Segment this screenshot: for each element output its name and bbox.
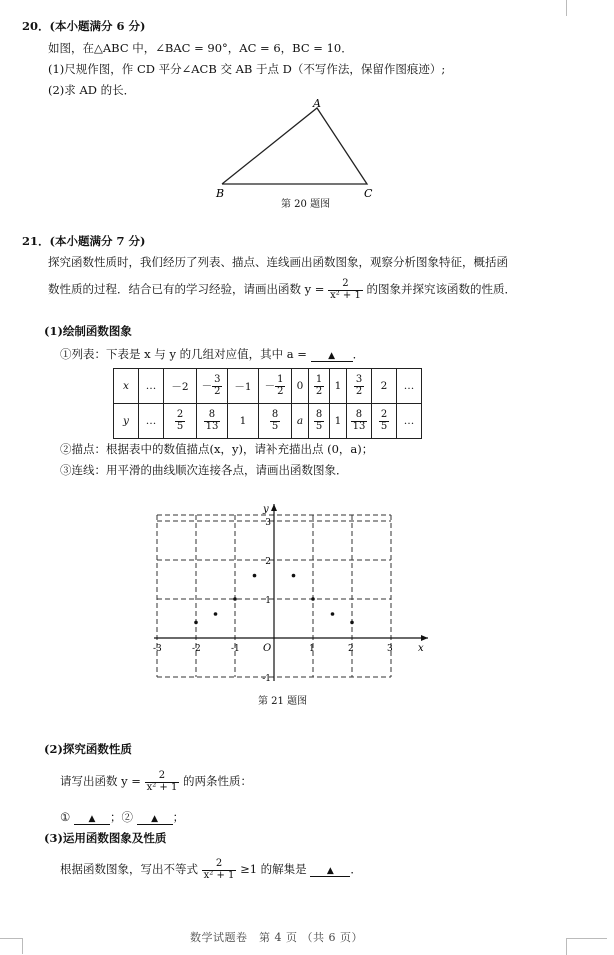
- sec3-prompt-pre: 根据函数图象，写出不等式: [60, 862, 198, 876]
- table-cell-x-5: － $\frac{1}{2}$: [259, 369, 292, 404]
- fraction-numerator: 2: [328, 279, 363, 291]
- table-cell-y-4: 1: [228, 404, 259, 439]
- y-axis-arrow: [271, 504, 277, 511]
- sec2-prompt-post: 的两条性质：: [183, 774, 253, 788]
- table-cell-x-2: －2: [164, 369, 197, 404]
- q20-figure-caption: 第 20 题图: [281, 199, 331, 210]
- q21-points: (本小题满分 7 分): [49, 234, 146, 248]
- q20-header: [22, 18, 145, 34]
- plotted-point: [292, 574, 296, 578]
- table-label-x: x: [114, 369, 139, 404]
- function-fraction: [328, 279, 363, 301]
- sec3-title: (3)运用函数图象及性质: [44, 831, 167, 845]
- q21-figure-caption: 第 21 题图: [258, 696, 308, 707]
- plotted-point: [214, 612, 218, 616]
- plotted-point: [233, 597, 237, 601]
- blank-mark: ▲: [328, 351, 336, 361]
- q21-intro2-pre: 数性质的过程．结合已有的学习经验，请画出函数 y =: [48, 282, 325, 296]
- plotted-point: [253, 574, 257, 578]
- sec1-title: (1)绘制函数图象: [44, 324, 132, 338]
- q21-intro-line2: [48, 279, 516, 301]
- q21-intro-line1: 探究函数性质时，我们经历了列表、描点、连线画出函数图象，观察分析图象特征，概括函: [48, 255, 508, 269]
- table-cell-x-11: …: [397, 369, 422, 404]
- table-cell-x-8: 1: [330, 369, 347, 404]
- table-cell-y-5: $\frac{8}{5}$: [259, 404, 292, 439]
- sec1-step2: ②描点：根据表中的数值描点(x，y)，请补充描出点 (0，a)；: [60, 442, 374, 456]
- sec2-numerator: 2: [145, 771, 180, 783]
- x-axis-arrow: [421, 635, 428, 641]
- table-cell-x-3: － $\frac{3}{2}$: [197, 369, 228, 404]
- y-tick-label: 3: [265, 518, 271, 528]
- answer-blank-1: [74, 814, 110, 825]
- table-cell-x-10: 2: [372, 369, 397, 404]
- table-cell-x-7: $\frac{1}{2}$: [309, 369, 330, 404]
- y-tick-label: 2: [265, 557, 271, 567]
- table-cell-y-6: a: [292, 404, 309, 439]
- vertex-label-a: A: [313, 98, 321, 110]
- x-axis-label: x: [418, 643, 424, 654]
- table-cell-x-9: $\frac{3}{2}$: [347, 369, 372, 404]
- blank-mark-1: ▲: [88, 814, 96, 824]
- table-row-x: [114, 369, 422, 404]
- fraction-denominator: x² + 1: [330, 289, 361, 301]
- table-cell-y-7: $\frac{8}{5}$: [309, 404, 330, 439]
- table-label-y: y: [114, 404, 139, 439]
- sec2-title: (2)探究函数性质: [44, 742, 132, 756]
- sec1-step3: ③连线：用平滑的曲线顺次连接各点，请画出函数图象．: [60, 463, 348, 477]
- table-cell-x-6: 0: [292, 369, 309, 404]
- sec3-function-fraction: [202, 859, 237, 881]
- q20-triangle-figure: [200, 98, 400, 198]
- x-tick-label: -3: [153, 644, 162, 654]
- sec3-denominator: x² + 1: [203, 869, 235, 881]
- value-table: [113, 368, 422, 439]
- sec2-prompt-pre: 请写出函数 y =: [60, 774, 141, 788]
- table-cell-x-4: －1: [228, 369, 259, 404]
- x-tick-label: 2: [348, 644, 354, 654]
- crop-mark-bottom-left: [0, 938, 22, 953]
- sec2-prompt: [60, 771, 252, 793]
- answer-label-1: ①: [60, 810, 71, 824]
- x-tick-label: -2: [192, 644, 201, 654]
- crop-mark-bottom-right: [566, 938, 607, 955]
- sec3-prompt-mid: ≥1 的解集是: [240, 862, 307, 876]
- plotted-point: [350, 621, 354, 625]
- q21-intro2-post: 的图象并探究该函数的性质．: [366, 282, 517, 296]
- q21-coordinate-grid: [150, 498, 440, 696]
- table-cell-y-8: 1: [330, 404, 347, 439]
- q20-number: 20．: [22, 19, 50, 33]
- q21-header: [22, 233, 145, 249]
- sec2-denominator: x² + 1: [146, 781, 178, 793]
- y-tick-label: 1: [265, 596, 271, 606]
- y-tick-label: -1: [262, 674, 271, 684]
- y-axis-label: y: [263, 504, 269, 515]
- sec3-numerator: 2: [202, 859, 237, 871]
- q20-part2: (2)求 AD 的长．: [48, 83, 136, 97]
- table-cell-y-2: $\frac{2}{5}$: [164, 404, 197, 439]
- step1-end: ．: [352, 347, 365, 361]
- table-cell-y-1: …: [139, 404, 164, 439]
- x-tick-label: 1: [309, 644, 315, 654]
- answer-end: ；: [172, 810, 185, 824]
- blank-mark-2: ▲: [151, 814, 159, 824]
- answer-label-2: ；②: [109, 810, 133, 824]
- q21-number: 21．: [22, 234, 50, 248]
- triangle-abc: [222, 108, 367, 184]
- plotted-point: [311, 597, 315, 601]
- step1-text: ①列表：下表是 x 与 y 的几组对应值，其中 a =: [60, 347, 307, 361]
- plotted-point: [331, 612, 335, 616]
- answer-blank-a: [311, 351, 353, 362]
- table-cell-y-3: $\frac{8}{13}$: [197, 404, 228, 439]
- answer-blank-3: [310, 866, 350, 877]
- blank-mark-3: ▲: [326, 866, 334, 876]
- crop-mark-bottom-left-v: [22, 938, 37, 954]
- table-cell-y-10: $\frac{2}{5}$: [372, 404, 397, 439]
- crop-mark-top-right: [566, 0, 581, 16]
- table-cell-y-9: $\frac{8}{13}$: [347, 404, 372, 439]
- page-footer: 数学试题卷 第 4 页 （共 6 页）: [190, 931, 363, 944]
- sec1-step1: [60, 346, 364, 362]
- answer-blank-2: [137, 814, 173, 825]
- table-cell-x-1: …: [139, 369, 164, 404]
- q20-intro: 如图，在△ABC 中，∠BAC = 90°，AC = 6，BC = 10．: [48, 41, 353, 55]
- x-tick-label: 3: [387, 644, 393, 654]
- q20-part1: (1)尺规作图，作 CD 平分∠ACB 交 AB 于点 D（不写作法，保留作图痕迹）;: [48, 62, 446, 76]
- origin-label: O: [263, 643, 272, 654]
- table-cell-y-11: …: [397, 404, 422, 439]
- table-row-y: [114, 404, 422, 439]
- sec3-prompt-end: ．: [350, 862, 362, 876]
- vertex-label-b: B: [216, 187, 225, 198]
- x-tick-label: -1: [231, 644, 240, 654]
- vertex-label-c: C: [364, 187, 373, 198]
- sec2-answers: [60, 809, 184, 825]
- sec2-function-fraction: [145, 771, 180, 793]
- sec3-prompt: [60, 859, 362, 881]
- plotted-point: [194, 621, 198, 625]
- q20-points: (本小题满分 6 分): [49, 19, 146, 33]
